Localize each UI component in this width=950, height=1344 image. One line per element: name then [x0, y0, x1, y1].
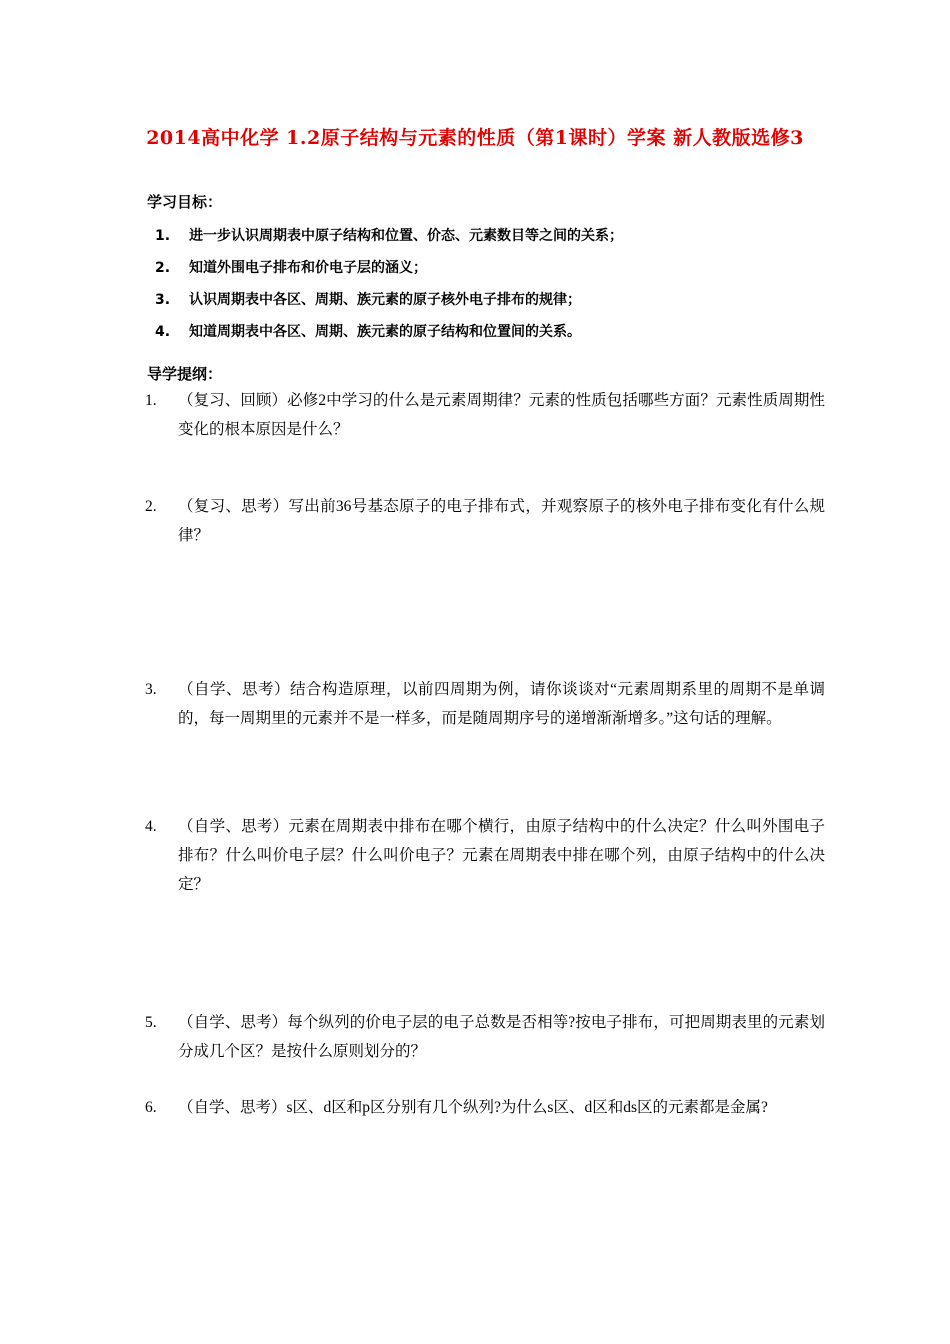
question-item [145, 1093, 825, 1122]
question-number: 6. [145, 1099, 157, 1116]
goal-number: 4. [155, 324, 171, 340]
question-item [145, 675, 825, 733]
goal-number: 3. [155, 292, 171, 308]
question-number: 1. [145, 392, 157, 409]
question-number: 2. [145, 498, 157, 515]
goals-heading: 学习目标： [147, 193, 223, 211]
goal-number: 2. [155, 260, 171, 276]
question-text: （自学、思考）元素在周期表中排布在哪个横行，由原子结构中的什么决定？什么叫外围电子排布？什么叫价电子层？什么叫价电子？元素在周期表中排在哪个列，由原子结构中的什么决定？ [178, 818, 825, 893]
question-item [145, 386, 825, 444]
question-text: （复习、思考）写出前36号基态原子的电子排布式，并观察原子的核外电子排布变化有什么规律？ [178, 498, 825, 544]
goal-text: 认识周期表中各区、周期、族元素的原子核外电子排布的规律； [189, 292, 581, 308]
question-number: 5. [145, 1014, 157, 1031]
guide-heading: 导学提纲： [147, 365, 223, 383]
goal-item [155, 258, 427, 278]
goal-item [155, 226, 623, 246]
goal-text: 知道周期表中各区、周期、族元素的原子结构和位置间的关系。 [189, 324, 581, 340]
question-text: （自学、思考）结合构造原理，以前四周期为例，请你谈谈对“元素周期系里的周期不是单调的，每一周期里的元素并不是一样多，而是随周期序号的递增渐渐增多。”这句话的理解。 [178, 681, 825, 727]
goal-text: 知道外围电子排布和价电子层的涵义； [189, 260, 427, 276]
question-number: 4. [145, 818, 157, 835]
goal-item [155, 322, 581, 342]
question-item [145, 812, 825, 899]
document-title: 2014高中化学 1.2原子结构与元素的性质（第1课时）学案 新人教版选修3 [146, 127, 804, 149]
question-number: 3. [145, 681, 157, 698]
question-item [145, 492, 825, 550]
goal-number: 1. [155, 228, 171, 244]
goal-text: 进一步认识周期表中原子结构和位置、价态、元素数目等之间的关系； [189, 228, 623, 244]
question-text: （复习、回顾）必修2中学习的什么是元素周期律？元素的性质包括哪些方面？元素性质周期性变化的根本原因是什么？ [178, 392, 825, 438]
question-item [145, 1008, 825, 1066]
goal-item [155, 290, 581, 310]
question-text: （自学、思考）每个纵列的价电子层的电子总数是否相等?按电子排布，可把周期表里的元素划分成几个区？是按什么原则划分的？ [178, 1014, 825, 1060]
question-text: （自学、思考）s区、d区和p区分别有几个纵列?为什么s区、d区和ds区的元素都是金属? [178, 1099, 768, 1116]
